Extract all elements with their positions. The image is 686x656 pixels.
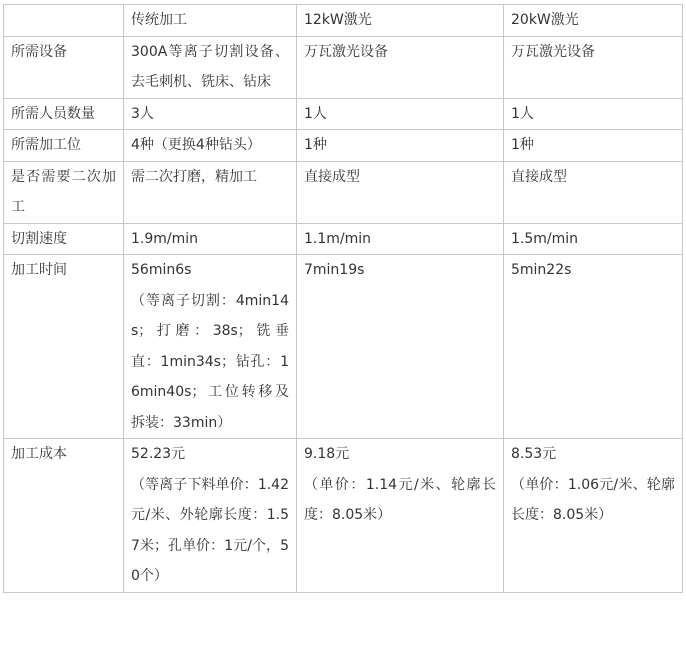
table-cell: 1人 bbox=[297, 98, 504, 130]
table-cell: 1种 bbox=[504, 130, 683, 162]
table-cell: 需二次打磨，精加工 bbox=[124, 161, 297, 223]
cell-main-value: 52.23元 bbox=[131, 446, 186, 462]
table-cell bbox=[124, 255, 297, 439]
table-cell: 300A等离子切割设备、去毛刺机、铣床、钻床 bbox=[124, 36, 297, 98]
row-label: 切割速度 bbox=[4, 223, 124, 255]
table-cell: 万瓦激光设备 bbox=[297, 36, 504, 98]
cell-note: （单价：1.14元/米、轮廓长度：8.05米） bbox=[304, 476, 496, 523]
row-label: 加工时间 bbox=[4, 255, 124, 439]
cell-main-value: 7min19s bbox=[304, 262, 365, 278]
cell-note: （等离子下料单价：1.42元/米、外轮廓长度：1.57米；孔单价：1元/个，50个） bbox=[131, 476, 289, 584]
table-row bbox=[4, 255, 683, 439]
cell-note: （等离子切割：4min14s；打磨：38s；铣垂直：1min34s；钻孔：16min40s；工位转移及拆装：33min） bbox=[131, 292, 289, 431]
table-cell: 1.9m/min bbox=[124, 223, 297, 255]
table-row bbox=[4, 161, 683, 223]
header-row bbox=[4, 5, 683, 37]
table-cell: 1人 bbox=[504, 98, 683, 130]
row-label: 所需加工位 bbox=[4, 130, 124, 162]
table-cell bbox=[297, 439, 504, 593]
header-cell-12kw-laser: 12kW激光 bbox=[297, 5, 504, 37]
table-cell bbox=[504, 439, 683, 593]
table-cell: 万瓦激光设备 bbox=[504, 36, 683, 98]
row-label: 加工成本 bbox=[4, 439, 124, 593]
table-row bbox=[4, 98, 683, 130]
table-cell: 直接成型 bbox=[504, 161, 683, 223]
cell-main-value: 8.53元 bbox=[511, 446, 557, 462]
table-cell: 1.5m/min bbox=[504, 223, 683, 255]
table-cell: 3人 bbox=[124, 98, 297, 130]
cell-main-value: 9.18元 bbox=[304, 446, 350, 462]
table-cell bbox=[504, 255, 683, 439]
row-label: 是否需要二次加工 bbox=[4, 161, 124, 223]
table-cell: 4种（更换4种钻头） bbox=[124, 130, 297, 162]
table-cell: 1种 bbox=[297, 130, 504, 162]
cell-note: （单价：1.06元/米、轮廓长度：8.05米） bbox=[511, 476, 675, 523]
table-cell bbox=[297, 255, 504, 439]
cell-main-value: 56min6s bbox=[131, 262, 192, 278]
table-row bbox=[4, 36, 683, 98]
table-row bbox=[4, 130, 683, 162]
header-cell-blank bbox=[4, 5, 124, 37]
header-cell-20kw-laser: 20kW激光 bbox=[504, 5, 683, 37]
row-label: 所需设备 bbox=[4, 36, 124, 98]
cell-main-value: 5min22s bbox=[511, 262, 572, 278]
header-cell-traditional: 传统加工 bbox=[124, 5, 297, 37]
table-row bbox=[4, 223, 683, 255]
table-cell: 直接成型 bbox=[297, 161, 504, 223]
table-row bbox=[4, 439, 683, 593]
row-label: 所需人员数量 bbox=[4, 98, 124, 130]
comparison-table bbox=[3, 4, 683, 593]
table-cell: 1.1m/min bbox=[297, 223, 504, 255]
table-cell bbox=[124, 439, 297, 593]
